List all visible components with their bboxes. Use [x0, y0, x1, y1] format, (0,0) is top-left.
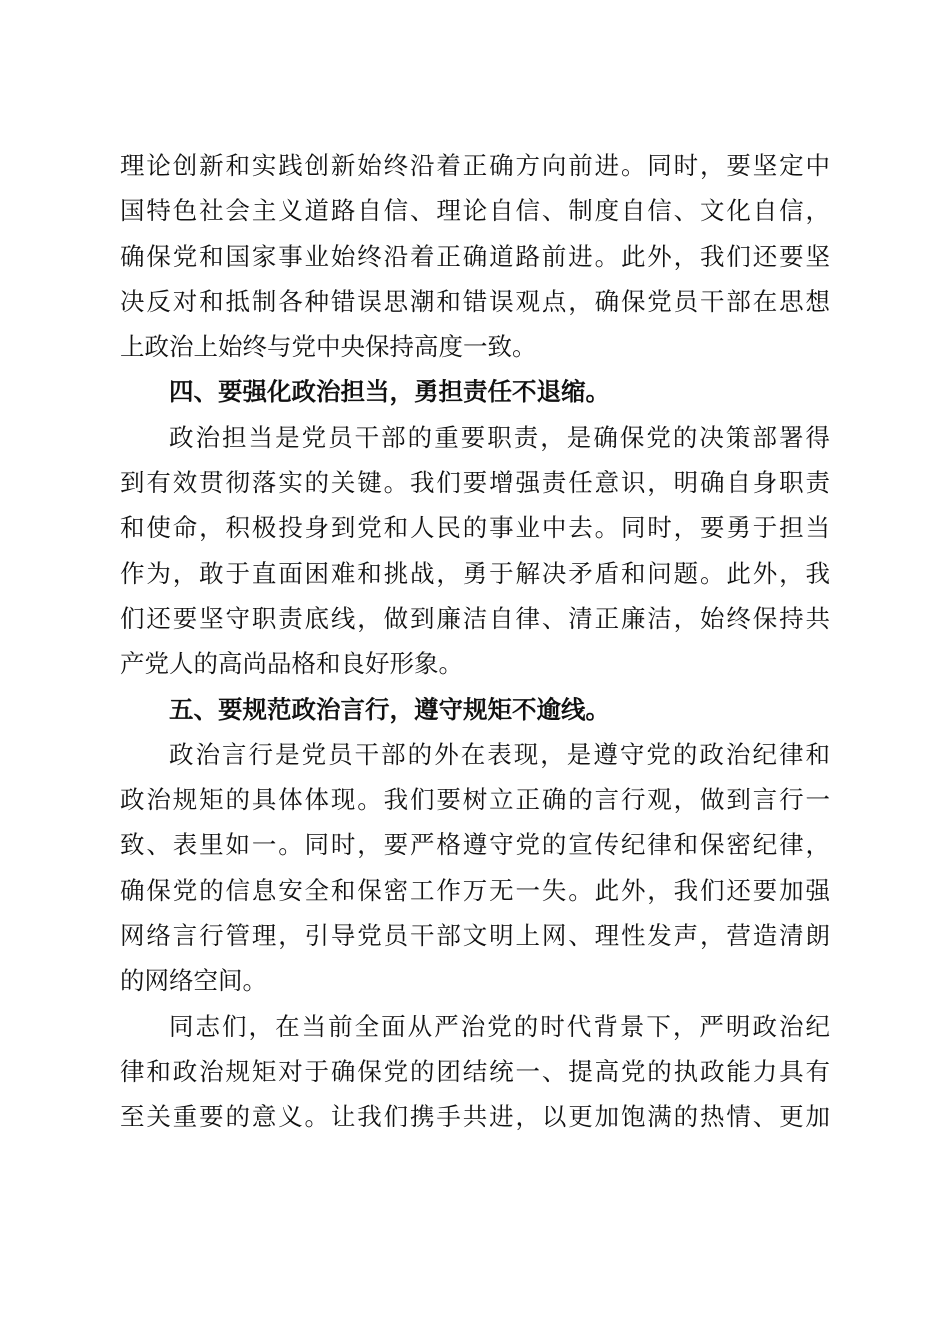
text-line: 产党人的高尚品格和良好形象。	[120, 649, 463, 679]
text-line: 理论创新和实践创新始终沿着正确方向前进。同时，要坚定中	[120, 151, 830, 180]
text-line: 同志们，在当前全面从严治党的时代背景下，严明政治纪	[169, 1011, 830, 1041]
text-line: 律和政治规矩对于确保党的团结统一、提高党的执政能力具有	[120, 1056, 830, 1086]
text-line: 决反对和抵制各种错误思潮和错误观点，确保党员干部在思想	[120, 286, 830, 316]
text-line: 确保党和国家事业始终沿着正确道路前进。此外，我们还要坚	[120, 241, 830, 271]
text-line: 至关重要的意义。让我们携手共进，以更加饱满的热情、更加	[120, 1102, 830, 1132]
text-line: 和使命，积极投身到党和人民的事业中去。同时，要勇于担当	[120, 513, 830, 543]
text-line: 作为，敢于直面困难和挑战，勇于解决矛盾和问题。此外，我	[120, 558, 830, 588]
text-line: 政治规矩的具体体现。我们要树立正确的言行观，做到言行一	[120, 785, 830, 815]
section-heading: 五、要规范政治言行，遵守规矩不逾线。	[169, 694, 610, 724]
document-page	[120, 143, 830, 1140]
text-line: 网络言行管理，引导党员干部文明上网、理性发声，营造清朗	[120, 921, 830, 951]
text-line: 到有效贯彻落实的关键。我们要增强责任意识，明确自身职责	[120, 468, 830, 498]
text-line: 们还要坚守职责底线，做到廉洁自律、清正廉洁，始终保持共	[120, 603, 830, 633]
text-line: 确保党的信息安全和保密工作万无一失。此外，我们还要加强	[120, 875, 830, 905]
text-line: 的网络空间。	[120, 966, 267, 996]
text-line: 致、表里如一。同时，要严格遵守党的宣传纪律和保密纪律，	[120, 830, 830, 860]
text-line: 政治担当是党员干部的重要职责，是确保党的决策部署得	[169, 422, 830, 452]
section-heading: 四、要强化政治担当，勇担责任不退缩。	[169, 377, 610, 407]
text-line: 国特色社会主义道路自信、理论自信、制度自信、文化自信，	[120, 196, 830, 226]
text-line: 政治言行是党员干部的外在表现，是遵守党的政治纪律和	[169, 739, 830, 769]
text-line: 上政治上始终与党中央保持高度一致。	[120, 332, 537, 362]
